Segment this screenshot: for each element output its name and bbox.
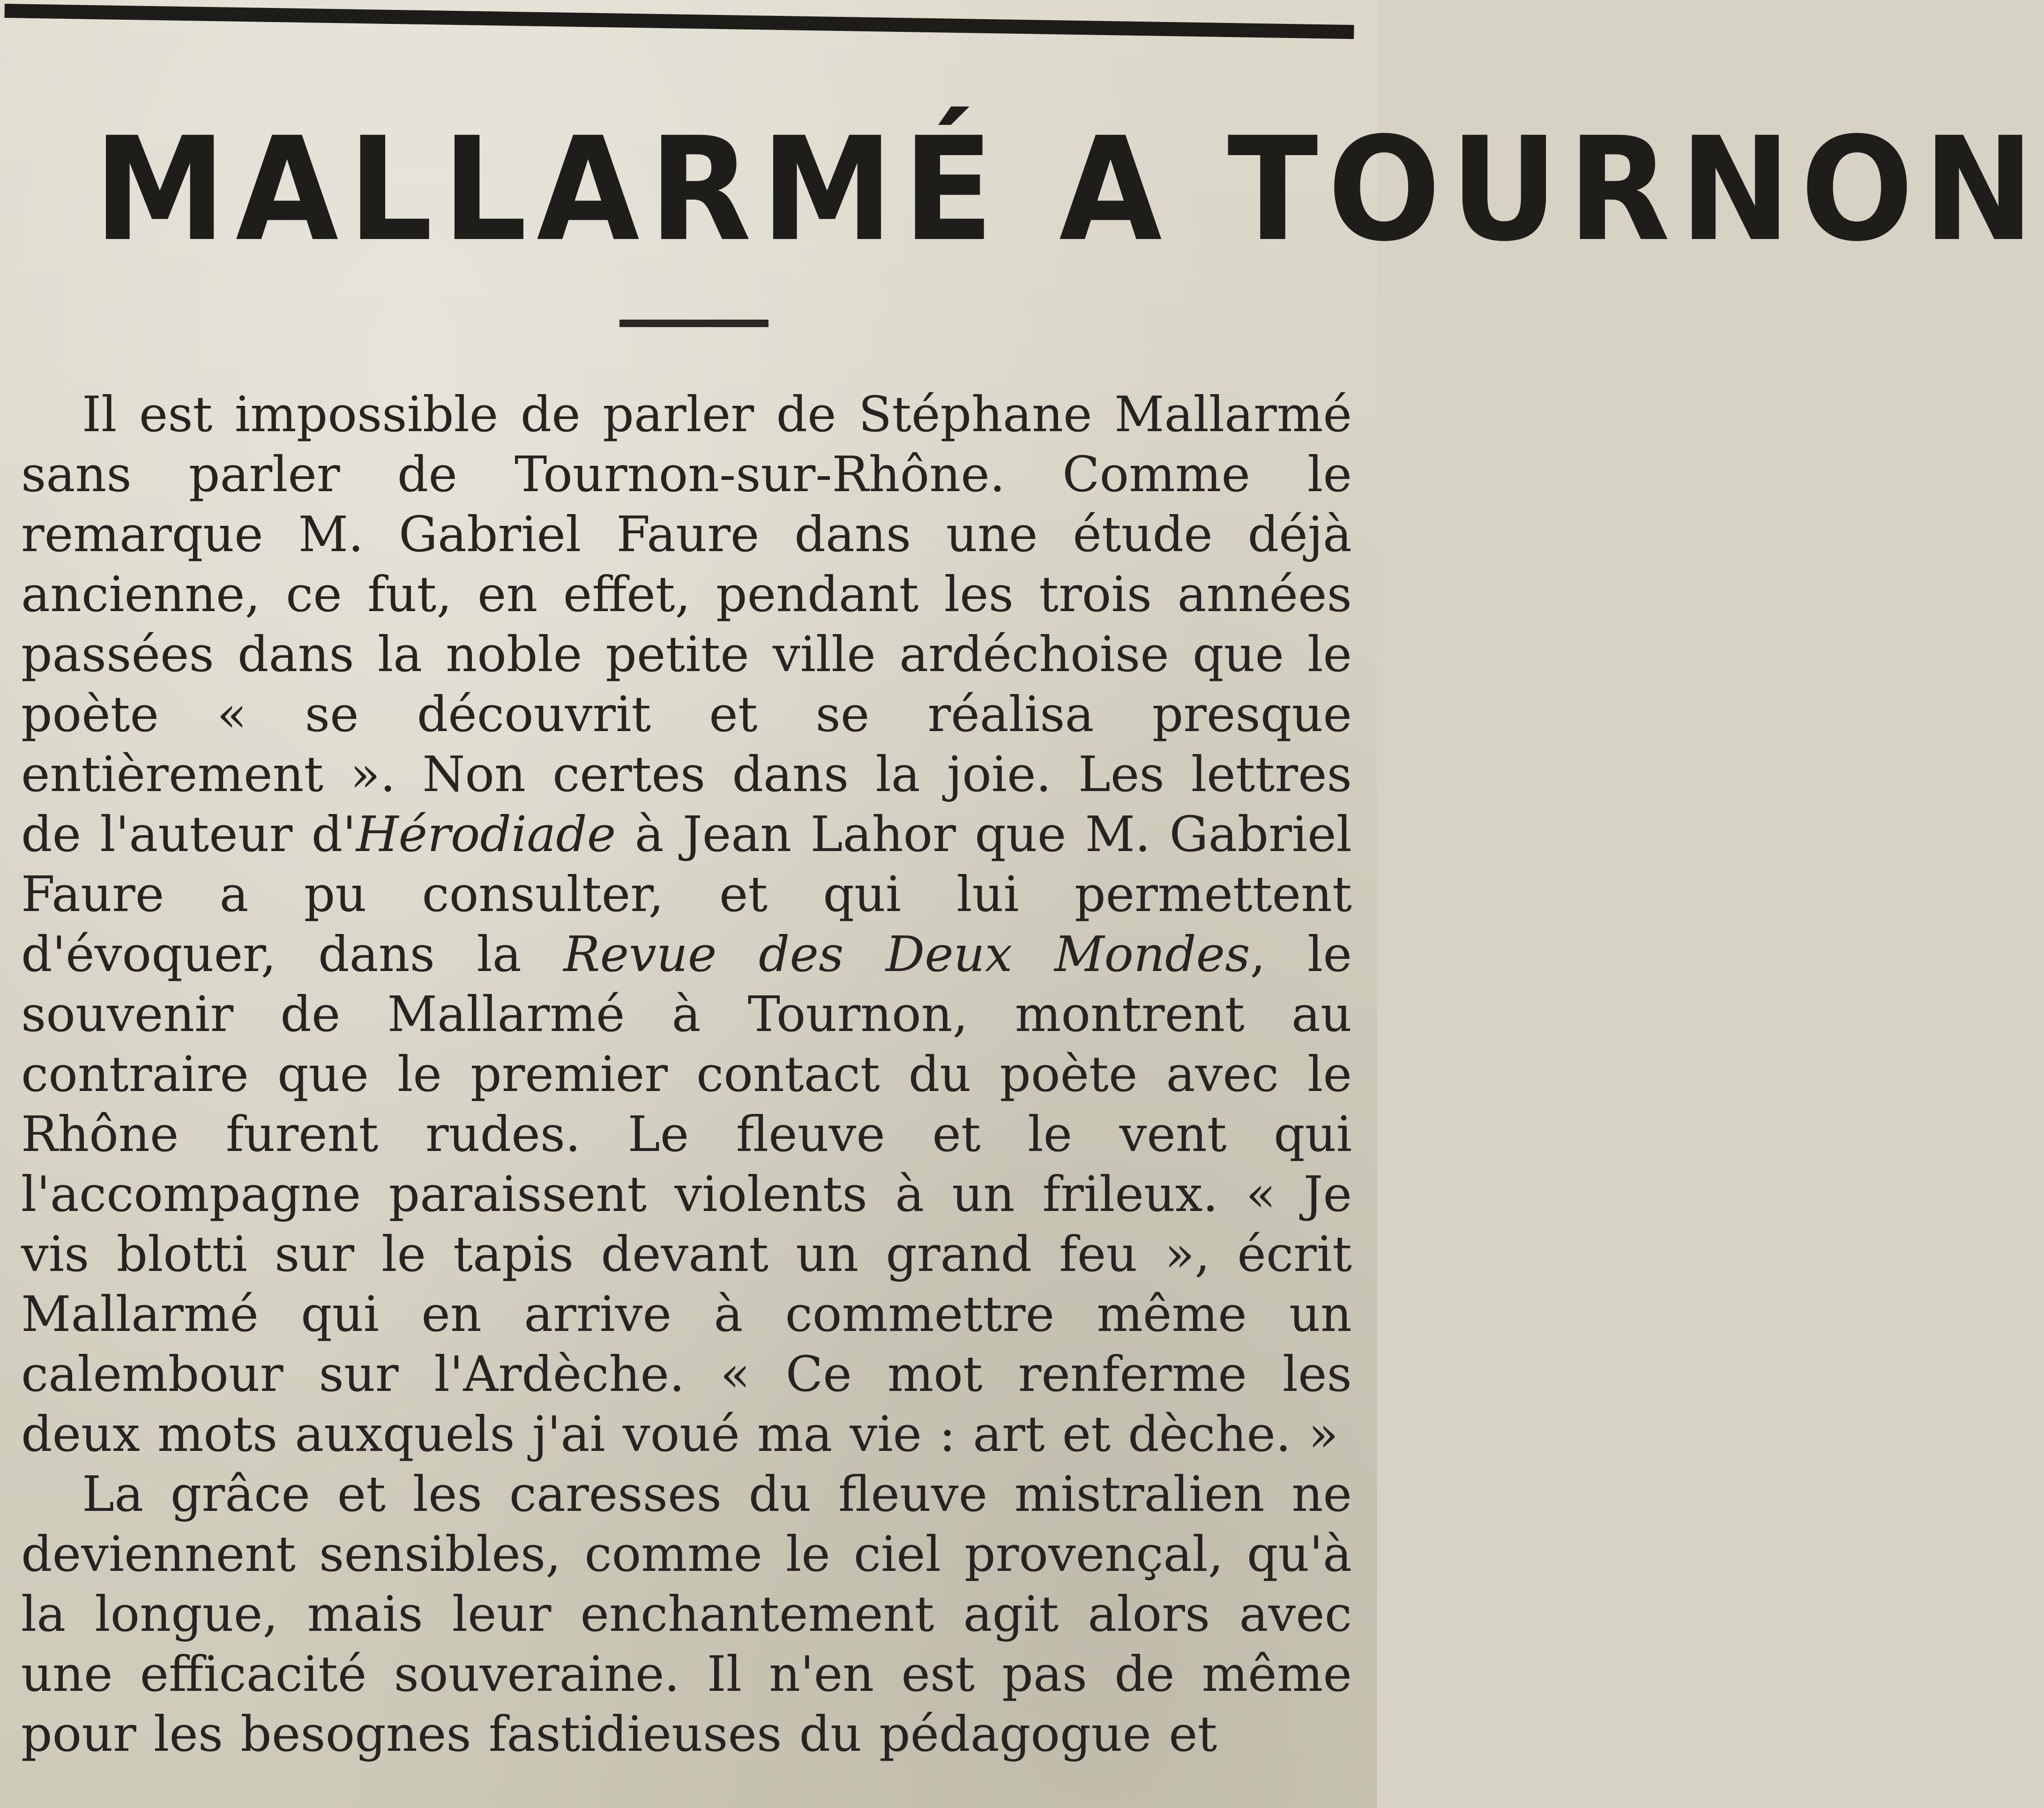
article-paragraph-2: La grâce et les caresses du fleuve mistralien ne deviennent sensibles, comme le ciel provençal, qu'à la longue, mais leur enchantement agit alors avec une efficacité souveraine. Il n'en est pas de même pour les besognes fastidieuses du pédagogue et	[21, 1465, 1352, 1763]
article-headline: MALLARMÉ A TOURNON	[94, 106, 2044, 273]
top-border-rule	[5, 4, 1354, 39]
paragraph-1-text-a: Il est impossible de parler de Stéphane Mallarmé sans parler de Tournon-sur-Rhône. Comme le remarque M. Gabriel Faure dans une étude déjà ancienne, ce fut, en effet, pendant les trois années passées dans la noble petite ville ardéchoise que le poète « se découvrit et se réalisa presque entièrement ». Non certes dans la joie. Les lettres de l'auteur d'	[21, 386, 1352, 863]
paragraph-1-text-b: à Jean Lahor que M. Gabriel Faure a pu consulter, et qui lui permettent d'évoquer, dans la	[21, 806, 1352, 983]
publication-title-revue: Revue des Deux Mondes	[563, 926, 1250, 983]
work-title-herodiade: Hérodiade	[356, 806, 616, 863]
article-paragraph-1	[21, 384, 1352, 1464]
article-body	[21, 384, 1352, 1764]
paragraph-1-text-c: , le souvenir de Mallarmé à Tournon, montrent au contraire que le premier contact du poète avec le Rhône furent rudes. Le fleuve et le vent qui l'accompagne paraissent violents à un frileux. « Je vis blotti sur le tapis devant un grand feu », écrit Mallarmé qui en arrive à commettre même un calembour sur l'Ardèche. « Ce mot renferme les deux mots auxquels j'ai voué ma vie : art et dèche. »	[21, 926, 1352, 1463]
headline-separator	[619, 320, 768, 327]
